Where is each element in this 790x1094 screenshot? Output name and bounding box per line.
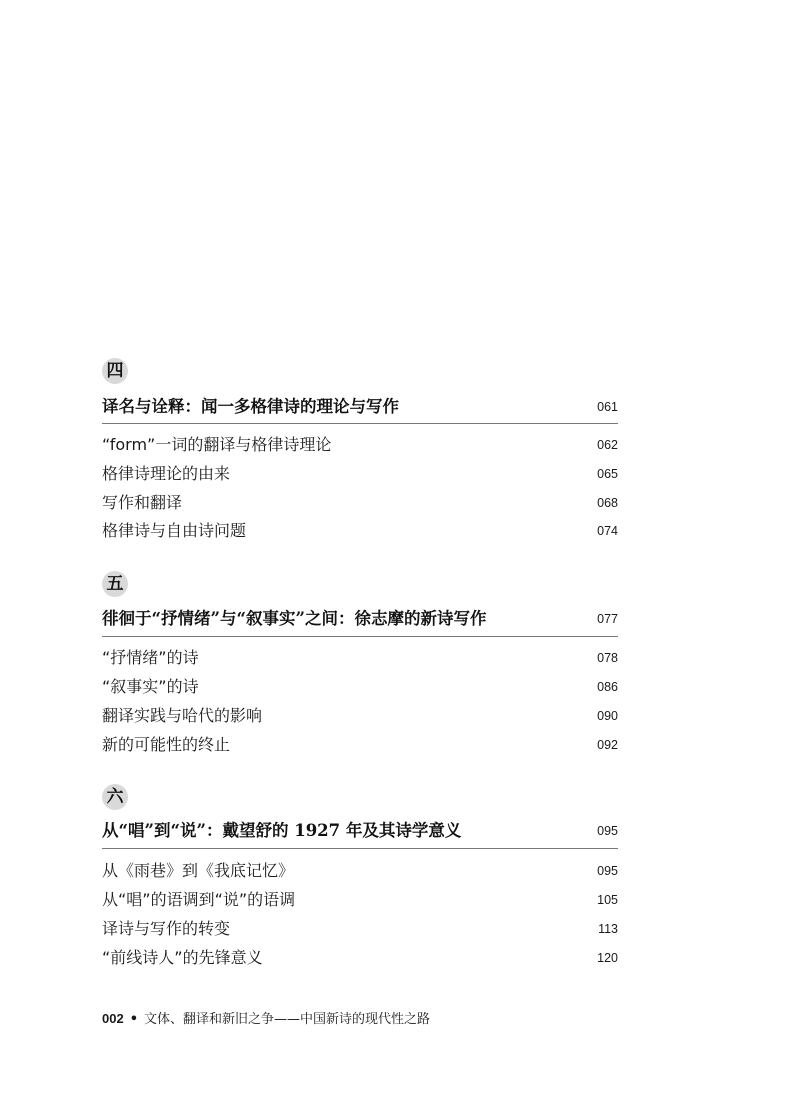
- toc-entry[interactable]: [102, 888, 618, 912]
- entry-page-number: 090: [597, 709, 618, 723]
- chapter-heading[interactable]: [102, 818, 618, 844]
- entry-page-number: 105: [597, 893, 618, 907]
- entry-title: 翻译实践与哈代的影响: [102, 706, 263, 725]
- chapter-heading[interactable]: [102, 394, 618, 420]
- chapter-divider: [102, 423, 618, 424]
- toc-entry[interactable]: [102, 433, 618, 457]
- entry-title: 从《雨巷》到《我底记忆》: [102, 861, 295, 880]
- entry-title: “form”一词的翻译与格律诗理论: [102, 435, 332, 454]
- toc-entry[interactable]: [102, 491, 618, 515]
- chapter-title: 徘徊于“抒情绪”与“叙事实”之间：徐志摩的新诗写作: [102, 609, 487, 628]
- toc-entry[interactable]: [102, 859, 618, 883]
- chapter-page-number: 095: [597, 824, 618, 838]
- toc-entry[interactable]: [102, 519, 618, 543]
- toc-entry[interactable]: [102, 917, 618, 941]
- chapter-page-number: 077: [597, 612, 618, 626]
- entry-title: “前线诗人”的先锋意义: [102, 948, 263, 967]
- chapter-heading[interactable]: [102, 606, 618, 632]
- entry-title: 译诗与写作的转变: [102, 919, 231, 938]
- entry-page-number: 113: [598, 922, 618, 936]
- entry-title: 格律诗与自由诗问题: [102, 521, 247, 540]
- entry-page-number: 086: [597, 680, 618, 694]
- entry-title: 新的可能性的终止: [102, 735, 231, 754]
- entry-title: “抒情绪”的诗: [102, 648, 199, 667]
- section-numeral: 五: [102, 571, 128, 597]
- entry-page-number: 074: [597, 524, 618, 538]
- entry-title: 写作和翻译: [102, 493, 183, 512]
- entry-page-number: 092: [597, 738, 618, 752]
- footer-separator: •: [129, 1012, 139, 1027]
- footer-page-number: 002: [102, 1011, 124, 1026]
- toc-entry[interactable]: [102, 646, 618, 670]
- chapter-divider: [102, 848, 618, 849]
- toc-entry[interactable]: [102, 462, 618, 486]
- entry-page-number: 078: [597, 651, 618, 665]
- toc-entry[interactable]: [102, 946, 618, 970]
- entry-title: 格律诗理论的由来: [102, 464, 231, 483]
- toc-entry[interactable]: [102, 704, 618, 728]
- entry-title: 从“唱”的语调到“说”的语调: [102, 890, 296, 909]
- entry-page-number: 068: [597, 496, 618, 510]
- section-numeral: 四: [102, 358, 128, 384]
- section-numeral: 六: [102, 784, 128, 810]
- footer-book-title: 文体、翻译和新旧之争——中国新诗的现代性之路: [144, 1012, 431, 1027]
- chapter-divider: [102, 636, 618, 637]
- entry-page-number: 120: [597, 951, 618, 965]
- chapter-page-number: 061: [597, 400, 618, 414]
- toc-entry[interactable]: [102, 733, 618, 757]
- running-footer: [102, 1009, 430, 1030]
- entry-page-number: 065: [597, 467, 618, 481]
- entry-page-number: 062: [597, 438, 618, 452]
- toc-entry[interactable]: [102, 675, 618, 699]
- entry-title: “叙事实”的诗: [102, 677, 199, 696]
- chapter-title: 从“唱”到“说”：戴望舒的 1927 年及其诗学意义: [102, 821, 462, 840]
- entry-page-number: 095: [597, 864, 618, 878]
- chapter-title: 译名与诠释：闻一多格律诗的理论与写作: [102, 397, 399, 416]
